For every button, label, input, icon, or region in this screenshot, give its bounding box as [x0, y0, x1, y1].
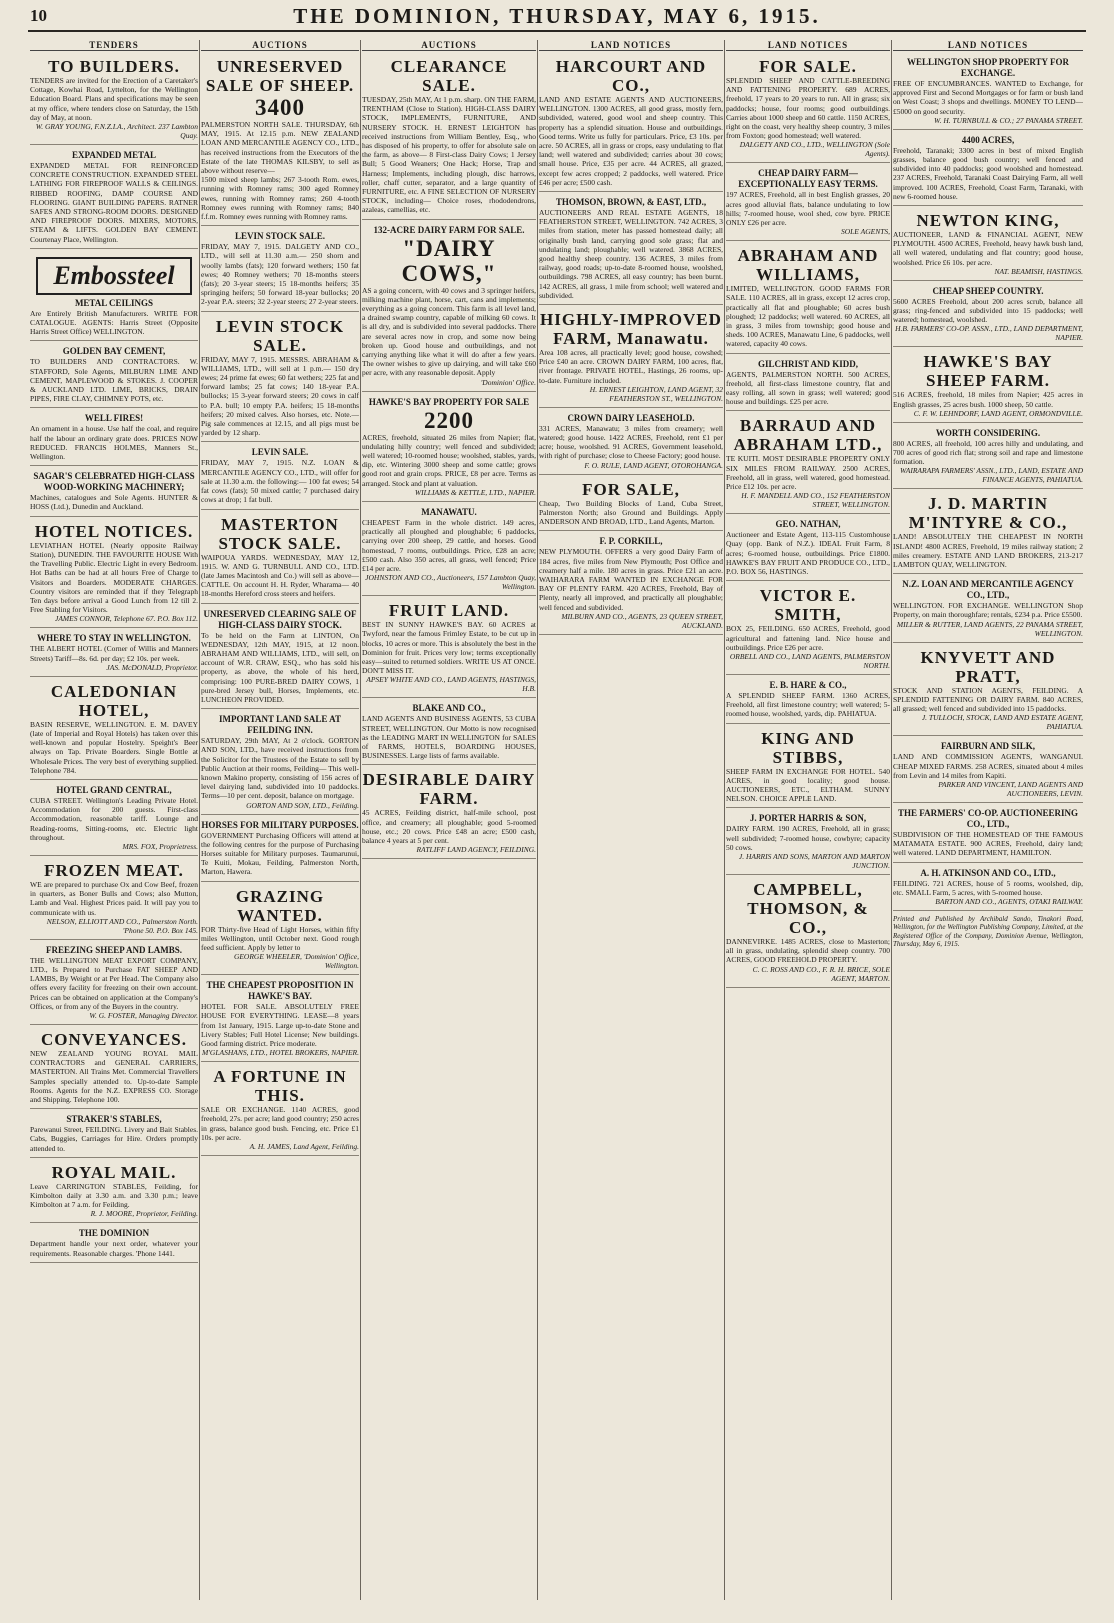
- advertisement: [201, 607, 359, 710]
- advertisement: [362, 55, 536, 220]
- ad-heading: CROWN DAIRY LEASEHOLD.: [567, 412, 695, 423]
- ad-signature: JAMES CONNOR, Telephone 67. P.O. Box 112.: [55, 614, 198, 624]
- advertisement: [30, 680, 198, 780]
- ad-body: SHEEP FARM IN EXCHANGE FOR HOTEL. 540 ACRES, in good locality; good house. AUCTIONEERS, ETC., ELTHAM. SUNNY NELSON. CHOICE APPLE LAND.: [726, 766, 890, 804]
- ad-heading: J. PORTER HARRIS & SON,: [749, 813, 867, 824]
- ad-heading: CLEARANCE SALE.: [390, 57, 508, 95]
- ad-body: LAND AND ESTATE AGENTS AND AUCTIONEERS, WELLINGTON. 1300 ACRES, all good grass, mostly fern, subdivided, watered, good wool and sheep country. This property has a splendid situation. House and outbuildings. Good terms. Write us fully for particulars. Price, £3 10s. per acre. 50 ACRES, all in grass or crops, easy undulating to flat land; well watered and subdivided; carries about 30 cows; small house. Price, £35 per acre. 44 ACRES, all grazed, except few acres cropped; 2 paddocks, well watered. Price £46 per acre; £500 cash.: [539, 95, 723, 187]
- ad-signature: GORTON AND SON, LTD., Feilding.: [246, 800, 359, 810]
- column-header: LAND NOTICES: [893, 40, 1083, 51]
- ad-heading: EXPANDED METAL: [72, 150, 156, 161]
- ad-body: PALMERSTON NORTH SALE. THURSDAY, 6th MAY, 1915. At 12.15 p.m. NEW ZEALAND LOAN AND MERCANTILE AGENCY CO., LTD., has received instructions from the Executors of the Estate of the late THOMAS KILSBY, to sell as above without reserve—: [201, 120, 359, 176]
- ad-signature: NAT. BEAMISH, HASTINGS.: [994, 266, 1083, 276]
- advertisement: [30, 1028, 198, 1109]
- ad-signature: SOLE AGENTS,: [840, 227, 890, 237]
- ad-body: CUBA STREET. Wellington's Leading Private Hotel. Accommodation for 200 guests. First-class Accommodation, reasonable tariff. Lounge and Reading-rooms, Sitting-rooms, etc. Electric light throughout.: [30, 795, 198, 842]
- advertisement: [362, 395, 536, 502]
- ad-body: DANNEVIRKE. 1485 ACRES, close to Masterton; all in grass, undulating, splendid sheep country. 700 ACRES, GOOD FREEHOLD PROPERTY.: [726, 936, 890, 965]
- ad-body: GOVERNMENT Purchasing Officers will attend at the following centres for the purpose of Purchasing Horses suitable for Military purposes. Taumarunui, Te Kuiti, Mokau, Feilding, Palmerston North, Marton, Hawera.: [201, 830, 359, 877]
- ad-body: SALE OR EXCHANGE. 1140 ACRES, good freehold, 27s. per acre; land good country; 250 acres in grass, balance good bush. Fencing, etc. Price £1 10s. per acre.: [201, 1105, 359, 1142]
- ad-body: 800 ACRES, all freehold, 100 acres hilly and undulating, and 700 acres of good rich flat; strong soil and rape and limestone formation.: [893, 438, 1083, 467]
- column-header: AUCTIONS: [362, 40, 536, 51]
- ad-body: TO BUILDERS AND CONTRACTORS. W. STAFFORD, Sole Agents, MILBURN LIME AND CEMENT, MAPLEWOOD & STOKES. J. COOPER & AUCKLAND LTD. LIME, BRICKS, DRAIN PIPES, FIRE CLAY, CHIMNEY POTS, etc.: [30, 357, 198, 404]
- ad-signature: A. H. JAMES, Land Agent, Feilding.: [249, 1142, 359, 1152]
- ad-body: FRIDAY, MAY 7, 1915. MESSRS. ABRAHAM & WILLIAMS, LTD., will sell at 1 p.m.— 150 dry ewes; 24 prime fat ewes; 60 fat wethers; 225 fat and forward lambs; 25 fat cows; 140 18-year P.A. bullocks; 15 3-year forward steers; 20 cows in calf to P.A. bull; 10 empty P.A. heifers; 15 18-months heifers; 20 mixed calves. Also horses, etc. Note.—Pig sale commences at 12.15, and all pigs must be yarded by 12 sharp.: [201, 354, 359, 438]
- ad-heading: CONVEYANCES.: [41, 1029, 187, 1049]
- ad-heading: MASTERTON STOCK SALE.: [218, 514, 342, 553]
- ad-signature: J. TULLOCH, STOCK, LAND AND ESTATE AGENT, PAHIATUA.: [921, 713, 1083, 732]
- ad-heading: KNYVETT AND PRATT,: [920, 647, 1056, 686]
- advertisement: [539, 55, 723, 192]
- advertisement: [30, 631, 198, 676]
- ad-body: Auctioneer and Estate Agent, 113-115 Customhouse Quay (opp. Bank of N.Z.). IDEAL Fruit Farm, 8 acres; 6-roomed house, outbuildings. Price £1800. HAWKE'S BAY FRUIT AND PRODUCE CO., LTD., P.O. BOX 56, HASTINGS.: [726, 530, 890, 577]
- advertisement: [30, 943, 198, 1025]
- advertisement: [726, 244, 890, 353]
- column-land-notices-1: [539, 40, 723, 1612]
- ad-body: DAIRY FARM. 190 ACRES, Freehold, all in grass; well subdivided; 7-roomed house, cowbyre; capacity 50 cows.: [726, 824, 890, 852]
- ad-heading: CHEAP SHEEP COUNTRY.: [932, 285, 1044, 296]
- ad-signature: PARKER AND VINCENT, LAND AGENTS AND AUCTIONEERS, LEVIN.: [938, 779, 1083, 798]
- ad-body: Parewanui Street, FEILDING. Livery and Bait Stables. Cabs, Buggies, Carriages for Hire. Orders promptly attended to.: [30, 1125, 198, 1153]
- ad-signature: C. F. W. LEHNDORF, LAND AGENT, ORMONDVILLE.: [913, 408, 1083, 418]
- ad-heading: 132-ACRE DAIRY FARM FOR SALE.: [373, 224, 525, 235]
- ad-body: WELLINGTON. FOR EXCHANGE. WELLINGTON Shop Property, on main thoroughfare; rentals, £234 p.a. Price £5500.: [893, 601, 1083, 620]
- ad-body: TE KUITI. MOST DESIRABLE PROPERTY ONLY SIX MILES FROM RAILWAY. 2500 ACRES, Freehold, all in grass, well watered, good homestead. Price £12 10s. per acre.: [726, 454, 890, 492]
- advertisement: [362, 223, 536, 392]
- ad-body: BASIN RESERVE, WELLINGTON. E. M. DAVEY (late of Imperial and Royal Hotels) has taken over this well-known and popular Hostelry. Speight's Beer always on Tap. Private Boarders. Single Bottle at Wholesale Prices. The very best of everything supplied. Telephone 784.: [30, 719, 198, 775]
- advertisement: [539, 411, 723, 475]
- ad-body: AS a going concern, with 40 cows and 3 springer heifers, milking machine plant, horse, cart, cans and implements; everything as a going concern. This farm is all level land, a drained swamp country, capable of milking 60 cows. It is all dry, and is subdivided into several paddocks. There are several acres now in crop, and some now being broken up. Good house and outbuildings, and not carrying anything like what it will do after a few years. The owner wishes to give up dairying, and will take £60 per acre, with any reasonable deposit. Apply: [362, 285, 536, 378]
- advertisement: [539, 534, 723, 634]
- column-land-notices-3: [893, 40, 1083, 1612]
- advertisement: [539, 195, 723, 305]
- advertisement: [362, 599, 536, 698]
- ad-heading: ABRAHAM AND WILLIAMS,: [737, 246, 879, 285]
- ad-display-text: "DAIRY COWS,": [401, 235, 497, 286]
- column-auctions-2: [362, 40, 536, 1612]
- ad-body: Freehold, Taranaki; 3300 acres in best of mixed English grasses, balance good bush country; well fenced and subdivided into 40 paddocks; good woolshed and homestead. 237 ACRES, Freehold, Taranaki Coast Dairying Farm, all well improved. 100 ACRES, Freehold, Coast Farm, Taranaki, with new 6-roomed house.: [893, 145, 1083, 201]
- advertisement: [362, 701, 536, 765]
- ad-heading: J. D. MARTIN M'INTYRE & CO.,: [908, 494, 1068, 533]
- ad-body: AGENTS, PALMERSTON NORTH. 500 ACRES, freehold, all first-class limestone country, flat and easy rolling, all sown in grass; well watered; good house and buildings. £25 per acre.: [726, 369, 890, 407]
- column-rule: [891, 40, 892, 1600]
- ad-body: FRIDAY, MAY 7, 1915. N.Z. LOAN & MERCANTILE AGENCY CO., LTD., will offer for sale at 11.30 a.m. the following:— 100 fat ewes; 54 fat cows (fats); 50 mixed cattle; 7 purchased dairy cows at drop; 1 fat bull.: [201, 458, 359, 505]
- ad-signature: ORBELL AND CO., LAND AGENTS, PALMERSTON NORTH.: [729, 651, 890, 670]
- ad-signature: APSEY WHITE AND CO., LAND AGENTS, HASTINGS, H.B.: [366, 675, 536, 694]
- ad-body: 1500 mixed sheep lambs; 267 3-tooth Rom. ewes, running with Romney rams; 300 aged Romney ewes, running with Romney rams; 260 4-tooth Romney ewes running with Romney rams; 840 f.f.m. Romney ewes running with Romney rams.: [201, 175, 359, 222]
- ad-heading: UNRESERVED CLEARING SALE OF HIGH-CLASS DAIRY STOCK.: [203, 608, 357, 630]
- ad-body: An ornament in a house. Use half the coal, and require half the labour an ordinary grate does. PRICES NOW REDUCED. FRANCIS HOLMES, Manners St., Wellington.: [30, 424, 198, 462]
- ad-signature: W. G. FOSTER, Managing Director.: [89, 1010, 198, 1020]
- ad-body: A SPLENDID SHEEP FARM. 1360 ACRES, Freehold, all first limestone country; well watered; 5-roomed house, woolshed, yards, dip. PAHIATUA.: [726, 690, 890, 719]
- ad-body: SPLENDID SHEEP AND CATTLE-BREEDING AND FATTENING PROPERTY. 689 ACRES, freehold, 17 years to 20 years to run. All in grass; six paddocks; house, four rooms; good outbuildings. Carries about 1000 sheep and 60 cattle. 1150 ACRES, right on the coast, very healthy sheep country, 3 miles from Foxton; good homestead; well watered.: [726, 76, 890, 141]
- ad-heading: GOLDEN BAY CEMENT,: [62, 346, 166, 357]
- column-header: AUCTIONS: [201, 40, 359, 51]
- column-header: LAND NOTICES: [539, 40, 723, 51]
- ad-body: LEVIATHAN HOTEL (Nearly opposite Railway Station), DUNEDIN. THE FAVOURITE HOUSE With the Travelling Public. Electric Light in every Bedroom. Hot Baths can be had at all hours Free of Charge to Visitors and Boarders. MODERATE CHARGES. Country visitors are reminded that if they Telegraph Ten days before arrival a Good Lunch from 12 till 2. Free Stabling for Visitors.: [30, 540, 198, 615]
- ad-heading: TO BUILDERS.: [48, 57, 180, 76]
- ad-body: LAND AND COMMISSION AGENTS, WANGANUI. CHEAP MIXED FARMS. 258 ACRES, situated about 4 miles from Levin and 14 miles from Kapiti.: [893, 752, 1083, 780]
- imprint-footer: Printed and Published by Archibald Sando, Tinakori Road, Wellington, for the Wellington Publishing Company, Limited, at the Registered Office of the Company, Dominion Avenue, Wellington, Thursday, May 6, 1915.: [893, 914, 1083, 949]
- ad-body: ACRES, freehold, situated 26 miles from Napier; flat, undulating hilly country; well fenced and subdivided; well watered; 10-roomed house; woolshed, stables, yards, dip, etc. Wintering 3000 sheep and some cattle; grows good root and grain crops. PRICE, £8 per acre. Terms as arranged. Stock and plant at valuation.: [362, 432, 536, 488]
- advertisement: [726, 55, 890, 163]
- ad-signature: BARTON AND CO., AGENTS, OTAKI RAILWAY.: [935, 896, 1083, 906]
- ad-signature: WILLIAMS & KETTLE, LTD., NAPIER.: [414, 487, 536, 497]
- ad-heading: A FORTUNE IN THIS.: [213, 1067, 347, 1106]
- ad-body: THE WELLINGTON MEAT EXPORT COMPANY, LTD., Is Prepared to Purchase FAT SHEEP AND LAMBS, By Weight or at Per Head. The Company also offers every facility for freezing on their own account. Prices can be obtained on application at the Company's Offices, or from any of the Buyers in the country.: [30, 955, 198, 1011]
- column-rule: [199, 40, 200, 1600]
- advertisement: [539, 308, 723, 408]
- ad-heading: SAGAR'S CELEBRATED HIGH-CLASS WOOD-WORKING MACHINERY;: [33, 471, 195, 493]
- advertisement: [30, 859, 198, 940]
- ad-heading: WELL FIRES!: [84, 413, 144, 424]
- ad-body: LIMITED, WELLINGTON. GOOD FARMS FOR SALE. 110 ACRES, all in grass, except 12 acres crop, practically all flat and ploughable; 60 acres bush ploughed; 12 paddocks; well watered. 60 ACRES, all in grass, 3 miles from township; good house and sheds. 100 ACRES, Manawatu Line, 6 paddocks, well watered, capacity 40 cows.: [726, 284, 890, 349]
- ad-body: TUESDAY, 25th MAY, At 1 p.m. sharp. ON THE FARM, TRENTHAM (Close to Station). HIGH-CLASS DAIRY STOCK, IMPLEMENTS, FURNITURE, AND NURSERY STOCK. H. ERNEST LEIGHTON has received instructions from William Bentley, Esq., who has disposed of his property, to offer for absolute sale on the farm, as above— 8 First-class Dairy Cows; 1 Jersey Bull; 5 Good Weaners; One Hack; Horse, Trap and Harness; Implements, including plough, disc harrows, roller, chaff cutter, separator, and a large quantity of FURNITURE, etc. A FINE SELECTION OF NURSERY STOCK, including— Choice roses, rhododendrons, azaleas, camellias, etc.: [362, 95, 536, 215]
- advertisement: [30, 469, 198, 516]
- ad-heading: FREEZING SHEEP AND LAMBS.: [45, 944, 183, 955]
- ad-body: LAND! ABSOLUTELY THE CHEAPEST IN NORTH ISLAND! 4800 ACRES, Freehold, 19 miles railway station; 2 miles creamery. ESTATE AND LAND BROKERS, 213-217 LAMBTON QUAY, WELLINGTON.: [893, 532, 1083, 570]
- ad-body: 331 ACRES, Manawatu; 3 miles from creamery; well watered; good house. 1422 ACRES, Freehold, rent £1 per acre; house, woolshed. 91 ACRES, Government leasehold, with right of purchase; close to Cheese Factory; good house.: [539, 423, 723, 461]
- ad-signature: MILLER & RUTTER, LAND AGENTS, 22 PANAMA STREET, WELLINGTON.: [896, 619, 1083, 638]
- ad-body: EXPANDED METAL FOR REINFORCED CONCRETE CONSTRUCTION. EXPANDED STEEL LATHING FOR FIREPROOF WALLS & CEILINGS. RIBBED ROOFING, DAMP COURSE AND FLOORING. GIANT BUILDING PAPERS. RATNER SAFES AND STRONG-ROOM DOORS. DESIGNED AND FIREPROOF DOORS. MIXERS, MOTORS, STEAM & LIFTS. GOLDEN BAY CEMENT. Courtenay Place, Wellington.: [30, 161, 198, 244]
- masthead: [0, 0, 1114, 34]
- ad-heading: CAMPBELL, THOMSON, & CO.,: [747, 879, 869, 937]
- ad-heading: HORSES FOR MILITARY PURPOSES.: [201, 819, 359, 830]
- advertisement: [30, 344, 198, 408]
- ad-signature: DALGETY AND CO., LTD., WELLINGTON (Sole Agents).: [739, 140, 890, 159]
- advertisement: [726, 878, 890, 988]
- ad-heading: WORTH CONSIDERING.: [935, 427, 1041, 438]
- ad-heading: KING AND STIBBS,: [761, 728, 855, 767]
- column-tenders: [30, 40, 198, 1612]
- ad-heading: HAWKE'S BAY PROPERTY FOR SALE: [368, 396, 530, 407]
- advertisement: [201, 315, 359, 443]
- advertisement: [201, 712, 359, 814]
- advertisement: [30, 148, 198, 249]
- ad-heading: GRAZING WANTED.: [235, 886, 325, 925]
- advertisement: [30, 55, 198, 145]
- ad-body: Cheap, Two Building Blocks of Land, Cuba Street, Palmerston North; also Ground and Buildings. Apply ANDERSON AND BROAD, LTD., Land Agents, Marton.: [539, 498, 723, 527]
- ad-body: CHEAPEST Farm in the whole district. 149 acres, practically all ploughed and ploughable; 6 paddocks, carrying over 200 sheep, 29 cattle, and horses. Good homestead, 7 rooms, outbuildings. Price, £28 an acre; £500 cash. Also 350 acres, all grass, well fenced; Price £14 per acre.: [362, 517, 536, 573]
- advertisement: [30, 783, 198, 856]
- ad-body: NEW ZEALAND YOUNG ROYAL MAIL CONTRACTORS and GENERAL CARRIERS, MASTERTON. All Trains Met. Commercial Travellers Samples specially attended to. Up-to-date Sample Rooms. Agents for the N.Z. EXPRESS CO. Storage and Shipping. Telephone 100.: [30, 1048, 198, 1104]
- ad-heading: UNRESERVED SALE OF SHEEP.: [205, 57, 355, 95]
- ad-signature: GEORGE WHEELER, 'Dominion' Office, Wellington.: [233, 952, 359, 971]
- ad-body: NEW PLYMOUTH. OFFERS a very good Dairy Farm of 184 acres, five miles from New Plymouth; Post Office and creamery half a mile. 180 acres in grass. Price £21 an acre. WAIHARARA FARM WANTED IN EXCHANGE FOR BAY OF PLENTY FARM. 420 ACRES, Freehold, Bay of Plenty, nearly all improved, and practically all ploughable; well fenced and subdivided.: [539, 547, 723, 612]
- advertisement: [893, 739, 1083, 803]
- ad-heading: LEVIN SALE.: [251, 447, 309, 458]
- ad-body: TENDERS are invited for the Erection of a Caretaker's Cottage, Kowhai Road, Lyttelton, for the Wellington Education Board. Plans and specifications may be seen at my office, where tenders close on Saturday, the 15th day of May, at noon.: [30, 76, 198, 122]
- ad-heading: CHEAP DAIRY FARM—EXCEPTIONALLY EASY TERMS.: [738, 168, 878, 190]
- ad-signature: RATLIFF LAND AGENCY, FEILDING.: [416, 845, 536, 855]
- column-header: LAND NOTICES: [726, 40, 890, 51]
- advertisement: [893, 284, 1083, 348]
- column-rule: [537, 40, 538, 1600]
- advertisement: [893, 209, 1083, 281]
- ad-body: To be held on the Farm at LINTON, On WEDNESDAY, 12th MAY, 1915, at 12 noon. ABRAHAM AND WILLIAMS, LTD., will sell, on account of W.R. CRAW, ESQ., who has sold his property, as above, the whole of his herd, comprising: 100 PURE-BRED DAIRY COWS, 1 pure-bred Jersey bull, Horses, Implements, etc. LUNCHEON PROVIDED.: [201, 630, 359, 704]
- advertisement: [893, 866, 1083, 911]
- advertisement: [726, 727, 890, 809]
- ad-heading: STRAKER'S STABLES,: [66, 1114, 162, 1125]
- ad-signature: W. H. TURNBULL & CO.; 27 PANAMA STREET.: [934, 115, 1083, 125]
- advertisement: [726, 517, 890, 581]
- ad-body: LAND AGENTS AND BUSINESS AGENTS, 53 CUBA STREET, WELLINGTON. Our Motto is now recognised as the LEADING MART IN WELLINGTON for SALES of FARMS, HOTELS, BOARDING HOUSES, BUSINESSES. Large lists of farms available.: [362, 714, 536, 761]
- advertisement: [201, 1065, 359, 1156]
- ad-heading: FRUIT LAND.: [388, 601, 510, 621]
- ad-heading: FAIRBURN AND SILK,: [940, 741, 1036, 752]
- ad-signature: JOHNSTON AND CO., Auctioneers, 157 Lambton Quay, Wellington.: [365, 573, 536, 592]
- advertisement: [201, 513, 359, 604]
- masthead-rule: [28, 30, 1086, 32]
- ad-body: Machines, catalogues and Sole Agents. HUNTER & HOSS (Ltd.), Dunedin and Auckland.: [30, 493, 198, 512]
- ad-heading: THE FARMERS' CO-OP. AUCTIONEERING CO., LTD.,: [897, 807, 1079, 829]
- ad-signature: MILBURN AND CO., AGENTS, 23 QUEEN STREET, AUCKLAND.: [561, 611, 723, 630]
- ad-body: BEST IN SUNNY HAWKE'S BAY. 60 ACRES at Twyford, near the famous Frimley Estate, to be cut up in blocks, 10 acres or more. This is absolutely the best in the Dominion for fruit. Prices very low; terms exceptionally easy—suited to returned soldiers. WRITE US AT ONCE. DON'T MISS IT.: [362, 620, 536, 676]
- advertisement: [893, 806, 1083, 863]
- ad-body: HOTEL FOR SALE. ABSOLUTELY FREE HOUSE FOR EVERYTHING. LEASE—8 years from 1st January, 1915. Large up-to-date Stone and Livery Stables; Full Hotel License; New buildings. Good farming district. Price moderate.: [201, 1002, 359, 1048]
- ad-heading: LEVIN STOCK SALE.: [215, 316, 345, 355]
- ad-display-text: 2200: [424, 407, 474, 433]
- ad-heading: FOR SALE.: [759, 57, 857, 76]
- advertisement: [201, 229, 359, 311]
- advertisement: [893, 492, 1083, 574]
- advertisement: [201, 55, 359, 226]
- advertisement: [30, 1226, 198, 1262]
- ad-heading: LEVIN STOCK SALE.: [234, 231, 326, 242]
- advertisement: [30, 1112, 198, 1158]
- ad-heading: FOR SALE,: [582, 479, 680, 499]
- advertisement: [726, 811, 890, 875]
- ad-body: Area 108 acres, all practically level; good house, cowshed; Price £40 an acre. CROWN DAIRY FARM, 100 acres, flat, river frontage. PRIVATE HOTEL, Hastings, 26 rooms, up-to-date. Furniture included.: [539, 348, 723, 385]
- ad-heading: BLAKE AND CO.,: [412, 703, 486, 714]
- ad-heading: 4400 ACRES,: [961, 134, 1015, 145]
- ad-heading: CALEDONIAN HOTEL,: [50, 681, 178, 720]
- advertisement: [30, 1161, 198, 1224]
- advertisement: [201, 818, 359, 882]
- ad-body: STOCK AND STATION AGENTS, FEILDING. A SPLENDID FATTENING OR DAIRY FARM. 840 ACRES, all grassed; well fenced and subdivided into 15 paddocks.: [893, 685, 1083, 714]
- advertisement: [726, 166, 890, 241]
- ad-signature: WAIRARAPA FARMERS' ASSN., LTD., LAND, ESTATE AND FINANCE AGENTS, PAHIATUA.: [900, 466, 1083, 485]
- column-rule: [724, 40, 725, 1600]
- ad-signature: H. F. MANDELL AND CO., 152 FEATHERSTON STREET, WELLINGTON.: [741, 491, 890, 510]
- ad-body: Leave CARRINGTON STABLES, Feilding, for Kimbolton daily at 3.30 a.m. and 3.30 p.m.; leave Kimbolton at 7 a.m. for Feilding.: [30, 1181, 198, 1210]
- ad-signature: R. J. MOORE, Proprietor, Feilding.: [90, 1209, 198, 1219]
- masthead-title: THE DOMINION, THURSDAY, MAY 6, 1915.: [293, 4, 821, 28]
- ad-heading: GILCHRIST AND KIDD,: [757, 358, 859, 369]
- advertisement: [362, 505, 536, 596]
- ad-body: 45 ACRES, Feilding district, half-mile school, post office, and creamery; all ploughable; good 5-roomed house, etc.; 20 cows. Price £48 an acre; £500 cash, balance 4 years at 5 per cent.: [362, 808, 536, 845]
- ad-body: AUCTIONEER, LAND & FINANCIAL AGENT, NEW PLYMOUTH. 4500 ACRES, Freehold, heavy hawk bush land, all well watered, undulating and flat country; good house, woolshed. Price £6 10s. per acre.: [893, 230, 1083, 267]
- advertisement: [726, 678, 890, 724]
- ad-heading: THE DOMINION: [78, 1228, 150, 1239]
- ad-heading: ROYAL MAIL.: [51, 1162, 177, 1182]
- advertisement: [201, 978, 359, 1062]
- ad-body: FEILDING. 721 ACRES, house of 5 rooms, woolshed, dip, etc. SMALL Farm, 5 acres, with 5-roomed house.: [893, 878, 1083, 897]
- ad-body: WAIPOUA YARDS. WEDNESDAY, MAY 12, 1915. W. AND G. TURNBULL AND CO., LTD. (late James Macintosh and Co.) will sell as above— CATTLE. On account H. H. Ryder, Wharama— 40 18-months Hereford cross steers and heifers.: [201, 552, 359, 599]
- ad-body: 5600 ACRES Freehold, about 200 acres scrub, balance all grass; ring-fenced and subdivided into 15 paddocks; well watered; homestead, woolshed.: [893, 296, 1083, 325]
- ad-body: Department handle your next order, whatever your requirements. Reasonable charges. 'Phone 1441.: [30, 1239, 198, 1258]
- advertisement: [30, 252, 198, 342]
- ad-signature: JAS. McDONALD, Proprietor.: [106, 662, 198, 672]
- advertisement: [893, 55, 1083, 130]
- column-header: TENDERS: [30, 40, 198, 51]
- ad-heading: VICTOR E. SMITH,: [759, 586, 857, 625]
- ad-body: Are Entirely British Manufacturers. WRITE FOR CATALOGUE. AGENTS: Harris Street (Opposite Harris Street Office) WELLINGTON.: [30, 308, 198, 337]
- ad-body: SUBDIVISION OF THE HOMESTEAD OF THE FAMOUS MATAMATA ESTATE. 900 ACRES, Freehold, dairy land; well watered. LAND DEPARTMENT, HAMILTON.: [893, 829, 1083, 858]
- ad-heading: IMPORTANT LAND SALE AT FEILDING INN.: [219, 714, 341, 736]
- ad-signature: H.B. FARMERS' CO-OP. ASSN., LTD., LAND DEPARTMENT, NAPIER.: [895, 324, 1083, 343]
- ad-heading: THOMSON, BROWN, & EAST, LTD.,: [555, 197, 707, 208]
- ad-body: 516 ACRES, freehold, 18 miles from Napier; 425 acres in English grasses, 25 acres bush. 1000 sheep, 50 cattle.: [893, 390, 1083, 409]
- advertiser-logo: Embossteel: [36, 257, 192, 295]
- advertisement: [726, 357, 890, 412]
- ad-heading: N.Z. LOAN AND MERCANTILE AGENCY CO., LTD.,: [902, 579, 1074, 601]
- advertisement: [893, 577, 1083, 642]
- ad-body: SATURDAY, 29th MAY, At 2 o'clock. GORTON AND SON, LTD., have received instructions from the Solicitor for the Trustees of the Estate to sell by Public Auction at their rooms, Feilding— This well-known Makino property, consisting of 156 acres of level dairying land, subdivided into 10 paddocks. Terms—10 per cent. deposit, balance on mortgage.: [201, 736, 359, 801]
- ad-heading: E. B. HARE & CO.,: [769, 679, 847, 690]
- advertisement: [893, 426, 1083, 490]
- ad-body: FREE OF ENCUMBRANCES. WANTED to Exchange, for approved First and Second Mortgages or for farm or bush land on West Coast; 3 shops and dwellings. MONEY TO LEND—£5000 on good security.: [893, 79, 1083, 116]
- ad-heading: A. H. ATKINSON AND CO., LTD.,: [920, 867, 1056, 878]
- ad-heading: THE CHEAPEST PROPOSITION IN HAWKE'S BAY.: [206, 980, 354, 1002]
- advertisement: [362, 768, 536, 859]
- advertisement: [30, 520, 198, 629]
- ad-heading: MANAWATU.: [421, 506, 477, 517]
- ad-body: 197 ACRES, Freehold, all in best English grasses, 20 acres good alluvial flats, balance undulating to low hills; 7-roomed house, wool shed, cow byre. PRICE ONLY £26 per acre.: [726, 190, 890, 228]
- ad-body: WE are prepared to purchase Ox and Cow Beef, frozen in quarters, as Boner Bulls and Cows; also Mutton, Lamb and Veal. Highest Prices paid. It will pay you to communicate with us.: [30, 879, 198, 917]
- column-auctions-1: [201, 40, 359, 1612]
- ad-body: THE ALBERT HOTEL (Corner of Willis and Manners Streets) Tariff—8s. 6d. per day; £2 10s. per week.: [30, 644, 198, 663]
- advertisement: [726, 584, 890, 675]
- ad-heading: HARCOURT AND CO.,: [555, 57, 707, 95]
- ad-signature: H. ERNEST LEIGHTON, LAND AGENT, 32 FEATHERSTON ST., WELLINGTON.: [589, 384, 723, 403]
- column-land-notices-2: [726, 40, 890, 1612]
- advertisement: [201, 885, 359, 976]
- ad-heading: BARRAUD AND ABRAHAM LTD.,: [733, 416, 883, 455]
- ad-heading: HIGHLY-IMPROVED FARM, Manawatu.: [540, 310, 722, 349]
- ad-heading: HOTEL GRAND CENTRAL,: [56, 784, 172, 795]
- advertisement: [893, 646, 1083, 737]
- ad-heading: WHERE TO STAY IN WELLINGTON.: [37, 633, 191, 644]
- ad-signature: J. HARRIS AND SONS, MARTON AND MARTON JUNCTION.: [738, 851, 890, 870]
- ad-heading: HAWKE'S BAY SHEEP FARM.: [923, 352, 1053, 391]
- ad-signature: W. GRAY YOUNG, F.N.Z.I.A., Architect. 237 Lambton Quay.: [35, 122, 198, 141]
- ad-body: BOX 25, FEILDING. 650 ACRES, Freehold, good agricultural and fattening land. Nice house and outbuildings. Price £26 per acre.: [726, 624, 890, 652]
- ad-heading: WELLINGTON SHOP PROPERTY FOR EXCHANGE.: [907, 57, 1069, 78]
- ad-heading: METAL CEILINGS: [74, 297, 154, 308]
- ad-signature: 'Dominion' Office.: [480, 377, 536, 387]
- page-number: 10: [30, 6, 47, 25]
- ad-display-text: 3400: [255, 95, 305, 120]
- ad-body: AUCTIONEERS AND REAL ESTATE AGENTS, 18 FEATHERSTON STREET, WELLINGTON. 742 ACRES, 3 miles from station, meter has passed homestead daily; all originally bush land, carrying good sole grass; flat and undulating land; ploughable; well watered. 3868 ACRES, good healthy sheep country. 136 ACRES, 3 miles from railway, good roads; up-to-date 8-roomed house, woolshed, outbuildings. 798 ACRES, all easy country; has been burnt. 142 ACRES, all grass, 1 mile from school; well watered and subdivided.: [539, 208, 723, 300]
- advertisement: [30, 411, 198, 466]
- ad-signature: M'GLASHANS, LTD., HOTEL BROKERS, NAPIER.: [202, 1048, 359, 1058]
- ad-heading: DESIRABLE DAIRY FARM.: [362, 770, 536, 809]
- ad-heading: F. P. CORKILL,: [599, 536, 663, 547]
- ad-signature: MRS. FOX, Proprietress.: [122, 841, 198, 851]
- advertisement: [726, 414, 890, 514]
- ad-body: FOR Thirty-five Head of Light Horses, within fifty miles Wellington, until October next. Good rough feed sufficient. Apply by letter to: [201, 924, 359, 952]
- advertisement: [539, 478, 723, 532]
- advertisement: [893, 133, 1083, 206]
- ad-heading: HOTEL NOTICES.: [34, 521, 194, 541]
- advertisement: [201, 445, 359, 509]
- ad-signature: F. O. RULE, LAND AGENT, OTOROHANGA.: [584, 460, 723, 470]
- ad-body: FRIDAY, MAY 7, 1915. DALGETY AND CO., LTD., will sell at 11.30 a.m.— 250 shorn and woolly lambs (fats); 120 forward wethers; 150 fat ewes; 40 Romney wethers; 70 18-months steers (fats); 20 3-year steers; 15 18-months heifers; 35 springing heifers; 50 forward 18-year bullocks; 20 2-year P.A. steers; 32 2-year steers; 27 2-year steers.: [201, 242, 359, 307]
- ad-signature: C. C. ROSS AND CO., F. R. H. BRICE, SOLE AGENT, MARTON.: [752, 964, 890, 983]
- ad-heading: FROZEN MEAT.: [44, 860, 184, 880]
- ad-signature: NELSON, ELLIOTT AND CO., Palmerston North. 'Phone 50. P.O. Box 145.: [46, 916, 198, 935]
- advertisement: [893, 350, 1083, 422]
- ad-heading: NEWTON KING,: [916, 211, 1060, 231]
- ad-heading: GEO. NATHAN,: [775, 519, 841, 530]
- column-rule: [360, 40, 361, 1600]
